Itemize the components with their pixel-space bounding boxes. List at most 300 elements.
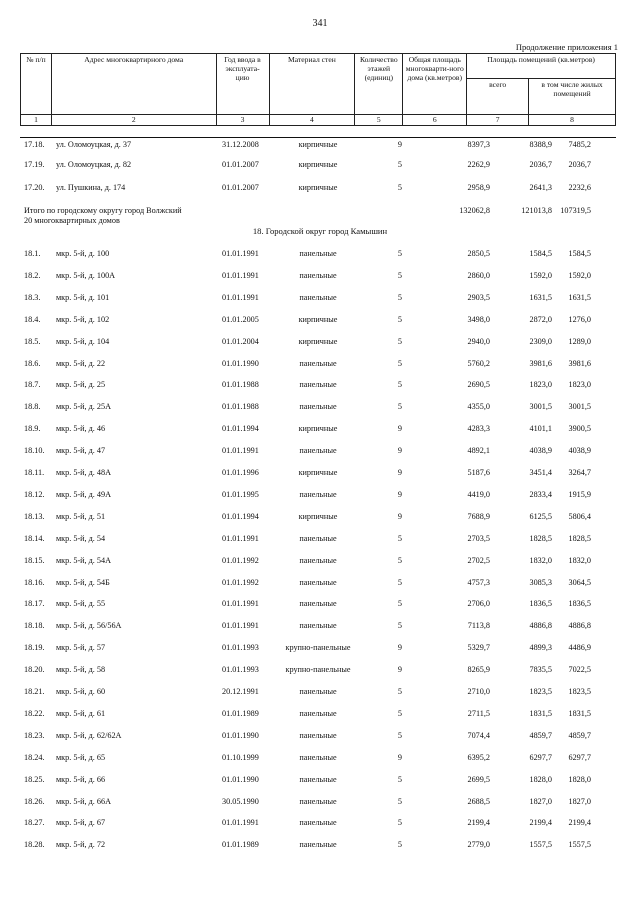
cell-total-area: 2779,0: [467, 840, 490, 849]
cell-floors: 5: [397, 293, 402, 302]
cell-year: 01.01.2005: [222, 315, 259, 324]
cell-year: 01.01.1989: [222, 709, 259, 718]
cell-number: 18.9.: [24, 424, 41, 433]
cell-number: 18.3.: [24, 293, 41, 302]
cell-area-living: 4886,8: [568, 621, 591, 630]
cell-address: мкр. 5-й, д. 67: [56, 818, 106, 827]
cell-material: панельные: [299, 599, 337, 608]
cell-address: мкр. 5-й, д. 54Б: [56, 578, 110, 587]
cell-address: ул. Пушкина, д. 174: [56, 183, 126, 192]
cell-address: мкр. 5-й, д. 102: [56, 315, 110, 324]
cell-area-all: 3001,5: [529, 402, 552, 411]
cell-total-area: 2690,5: [467, 380, 490, 389]
cell-number: 18.10.: [24, 446, 45, 455]
cell-address: мкр. 5-й, д. 25А: [56, 402, 112, 411]
cell-material: панельные: [299, 271, 337, 280]
cell-year: 30.05.1990: [222, 797, 259, 806]
table-row: [0, 533, 640, 545]
cell-floors: 5: [397, 599, 402, 608]
cell-area-living: 3264,7: [568, 468, 591, 477]
cell-area-living: 3981,6: [568, 359, 591, 368]
cell-year: 01.01.1991: [222, 293, 259, 302]
cell-total-area: 2688,5: [467, 797, 490, 806]
cell-material: панельные: [299, 556, 337, 565]
cell-number: 18.23.: [24, 731, 45, 740]
cell-material: панельные: [299, 731, 337, 740]
header-living: в том числе жилых помещений: [529, 79, 616, 115]
header-all: всего: [467, 79, 529, 115]
header-num-7: 7: [467, 115, 529, 126]
cell-year: 01.01.1989: [222, 840, 259, 849]
cell-address: мкр. 5-й, д. 55: [56, 599, 106, 608]
cell-material: крупно-панельные: [285, 643, 351, 652]
cell-year: 01.01.1988: [222, 380, 259, 389]
cell-number: 18.4.: [24, 315, 41, 324]
cell-floors: 5: [397, 840, 402, 849]
cell-area-all: 4038,9: [529, 446, 552, 455]
cell-address: мкр. 5-й, д. 22: [56, 359, 106, 368]
cell-floors: 9: [397, 468, 402, 477]
cell-number: 18.20.: [24, 665, 45, 674]
cell-material: панельные: [299, 818, 337, 827]
cell-material: кирпичные: [298, 468, 338, 477]
cell-address: мкр. 5-й, д. 25: [56, 380, 106, 389]
cell-area-all: 1827,0: [529, 797, 552, 806]
header-bottom-rule: [20, 137, 616, 138]
cell-material: панельные: [299, 359, 337, 368]
cell-area-living: 2199,4: [568, 818, 591, 827]
cell-area-all: 2309,0: [529, 337, 552, 346]
cell-floors: 9: [397, 446, 402, 455]
cell-address: мкр. 5-й, д. 60: [56, 687, 106, 696]
cell-floors: 5: [397, 402, 402, 411]
cell-address: мкр. 5-й, д. 72: [56, 840, 106, 849]
cell-material: панельные: [299, 402, 337, 411]
cell-total-area: 5187,6: [467, 468, 490, 477]
table-row: [0, 555, 640, 567]
cell-total-area: 2199,4: [467, 818, 490, 827]
header-num-4: 4: [269, 115, 355, 126]
table-row: [0, 642, 640, 654]
cell-total-area: 8265,9: [467, 665, 490, 674]
header-num-8: 8: [529, 115, 616, 126]
header-no: № п/п: [21, 54, 52, 115]
cell-area-all: 2641,3: [529, 183, 552, 192]
cell-material: кирпичные: [298, 315, 338, 324]
table-row: [0, 620, 640, 632]
cell-area-living: 3900,5: [568, 424, 591, 433]
cell-floors: 9: [397, 512, 402, 521]
cell-total-area: 4355,0: [467, 402, 490, 411]
cell-total-area: 7113,8: [467, 621, 490, 630]
cell-number: 17.19.: [24, 160, 45, 169]
cell-total-area: 5329,7: [467, 643, 490, 652]
cell-area-all: 1832,0: [529, 556, 552, 565]
cell-area-living: 1831,5: [568, 709, 591, 718]
cell-year: 01.01.1991: [222, 249, 259, 258]
cell-total-area: 5760,2: [467, 359, 490, 368]
cell-year: 01.01.1993: [222, 643, 259, 652]
table-row: [0, 379, 640, 391]
cell-year: 01.01.1992: [222, 578, 259, 587]
table-row: [0, 401, 640, 413]
cell-material: панельные: [299, 797, 337, 806]
cell-area-all: 1584,5: [529, 249, 552, 258]
header-num-3: 3: [216, 115, 269, 126]
cell-floors: 9: [397, 490, 402, 499]
cell-area-living: 4859,7: [568, 731, 591, 740]
cell-area-all: 1557,5: [529, 840, 552, 849]
cell-total-area: 7688,9: [467, 512, 490, 521]
continuation-label: Продолжение приложения 1: [515, 42, 618, 52]
table-row: [0, 423, 640, 435]
cell-area-living: 1832,0: [568, 556, 591, 565]
cell-year: 01.01.1996: [222, 468, 259, 477]
total-label: [24, 206, 182, 226]
cell-floors: 5: [397, 709, 402, 718]
header-num-5: 5: [355, 115, 403, 126]
cell-material: панельные: [299, 775, 337, 784]
cell-year: 01.01.1988: [222, 402, 259, 411]
cell-area-all: 1631,5: [529, 293, 552, 302]
cell-number: 18.5.: [24, 337, 41, 346]
cell-area-living: 1828,0: [568, 775, 591, 784]
table-header: [20, 53, 616, 126]
cell-material: панельные: [299, 709, 337, 718]
cell-number: 18.18.: [24, 621, 45, 630]
cell-number: 18.27.: [24, 818, 45, 827]
cell-total-area: 6395,2: [467, 753, 490, 762]
cell-year: 01.01.1991: [222, 621, 259, 630]
cell-area-all: 1823,0: [529, 380, 552, 389]
cell-area-living: 1276,0: [568, 315, 591, 324]
cell-year: 31.12.2008: [222, 140, 259, 149]
cell-area-living: 3064,5: [568, 578, 591, 587]
cell-material: панельные: [299, 840, 337, 849]
cell-address: мкр. 5-й, д. 57: [56, 643, 106, 652]
cell-total-area: 2860,0: [467, 271, 490, 280]
cell-address: мкр. 5-й, д. 62/62А: [56, 731, 122, 740]
table-row: [0, 511, 640, 523]
cell-address: мкр. 5-й, д. 49А: [56, 490, 112, 499]
table-row: [0, 139, 640, 151]
cell-year: 01.01.1991: [222, 818, 259, 827]
cell-floors: 5: [397, 818, 402, 827]
cell-total-area: 2958,9: [467, 183, 490, 192]
cell-total-area: 2706,0: [467, 599, 490, 608]
cell-material: кирпичные: [298, 160, 338, 169]
cell-area-living: 1631,5: [568, 293, 591, 302]
cell-floors: 9: [397, 643, 402, 652]
cell-floors: 5: [397, 578, 402, 587]
cell-area-living: 1557,5: [568, 840, 591, 849]
cell-floors: 5: [397, 359, 402, 368]
cell-material: панельные: [299, 578, 337, 587]
cell-address: мкр. 5-й, д. 61: [56, 709, 106, 718]
cell-area-living: 1592,0: [568, 271, 591, 280]
cell-area-all: 2199,4: [529, 818, 552, 827]
cell-address: мкр. 5-й, д. 48А: [56, 468, 112, 477]
header-total-area: Общая площадь многокварти-ного дома (кв.метров): [403, 54, 467, 115]
cell-total-area: 2710,0: [467, 687, 490, 696]
cell-area-living: 1828,5: [568, 534, 591, 543]
cell-material: кирпичные: [298, 424, 338, 433]
table-row: [0, 467, 640, 479]
table-row: [0, 489, 640, 501]
cell-floors: 5: [397, 271, 402, 280]
cell-area-all: 2872,0: [529, 315, 552, 324]
cell-year: 01.01.1991: [222, 534, 259, 543]
cell-area-all: 4886,8: [529, 621, 552, 630]
cell-material: панельные: [299, 249, 337, 258]
cell-area-living: 2036,7: [568, 160, 591, 169]
table-row: [0, 445, 640, 457]
table-row: [0, 336, 640, 348]
cell-total-area: 4419,0: [467, 490, 490, 499]
cell-address: ул. Оломоуцкая, д. 82: [56, 160, 132, 169]
cell-area-all: 2833,4: [529, 490, 552, 499]
header-year: Год ввода в эксплуата-цию: [216, 54, 269, 115]
table-row: [0, 358, 640, 370]
cell-area-living: 1836,5: [568, 599, 591, 608]
cell-number: 18.19.: [24, 643, 45, 652]
cell-year: 01.01.1994: [222, 424, 259, 433]
cell-area-all: 4899,3: [529, 643, 552, 652]
header-address: Адрес многоквартирного дома: [51, 54, 216, 115]
cell-area-living: 1915,9: [568, 490, 591, 499]
cell-area-living: 3001,5: [568, 402, 591, 411]
cell-address: мкр. 5-й, д. 54А: [56, 556, 112, 565]
cell-number: 18.2.: [24, 271, 41, 280]
cell-floors: 5: [397, 380, 402, 389]
cell-total-area: 4283,3: [467, 424, 490, 433]
cell-area-living: 7022,5: [568, 665, 591, 674]
table-row: [0, 774, 640, 786]
cell-floors: 9: [397, 665, 402, 674]
table-row: [0, 598, 640, 610]
cell-number: 18.25.: [24, 775, 45, 784]
table-row: [0, 248, 640, 260]
cell-area-living: 1289,0: [568, 337, 591, 346]
table-row: [0, 182, 640, 194]
cell-year: 01.01.1993: [222, 665, 259, 674]
cell-area-living: 1827,0: [568, 797, 591, 806]
total-area-value: 132062,8: [459, 206, 490, 215]
cell-total-area: 4892,1: [467, 446, 490, 455]
table-row: [0, 664, 640, 676]
cell-year: 01.01.2004: [222, 337, 259, 346]
cell-floors: 5: [397, 775, 402, 784]
table-row: [0, 686, 640, 698]
cell-total-area: 2711,5: [467, 709, 490, 718]
total-label-line2: 20 многоквартирных домов: [24, 216, 120, 225]
cell-material: панельные: [299, 753, 337, 762]
cell-area-living: 1823,5: [568, 687, 591, 696]
table-row: [0, 577, 640, 589]
cell-year: 01.01.1990: [222, 775, 259, 784]
cell-year: 01.10.1999: [222, 753, 259, 762]
cell-address: мкр. 5-й, д. 46: [56, 424, 106, 433]
cell-floors: 5: [397, 621, 402, 630]
cell-number: 18.1.: [24, 249, 41, 258]
cell-material: кирпичные: [298, 512, 338, 521]
cell-floors: 5: [397, 534, 402, 543]
cell-number: 18.15.: [24, 556, 45, 565]
cell-total-area: 2703,5: [467, 534, 490, 543]
cell-address: мкр. 5-й, д. 66А: [56, 797, 112, 806]
cell-address: мкр. 5-й, д. 104: [56, 337, 110, 346]
cell-number: 18.21.: [24, 687, 45, 696]
cell-area-living: 4486,9: [568, 643, 591, 652]
cell-number: 18.28.: [24, 840, 45, 849]
table-row: [0, 270, 640, 282]
total-living-value: 107319,5: [560, 206, 591, 215]
cell-floors: 9: [397, 753, 402, 762]
cell-material: кирпичные: [298, 183, 338, 192]
cell-material: панельные: [299, 534, 337, 543]
cell-total-area: 4757,3: [467, 578, 490, 587]
table-row: [0, 817, 640, 829]
cell-year: 01.01.1991: [222, 271, 259, 280]
cell-number: 18.26.: [24, 797, 45, 806]
cell-number: 17.18.: [24, 140, 45, 149]
cell-address: мкр. 5-й, д. 65: [56, 753, 106, 762]
cell-floors: 5: [397, 315, 402, 324]
cell-floors: 5: [397, 797, 402, 806]
cell-total-area: 2699,5: [467, 775, 490, 784]
cell-address: мкр. 5-й, д. 47: [56, 446, 106, 455]
cell-area-all: 7835,5: [529, 665, 552, 674]
cell-floors: 5: [397, 337, 402, 346]
cell-year: 01.01.1994: [222, 512, 259, 521]
table-row: [0, 708, 640, 720]
cell-floors: 5: [397, 556, 402, 565]
section-title: 18. Городской округ город Камышин: [252, 226, 388, 236]
cell-number: 18.17.: [24, 599, 45, 608]
cell-material: панельные: [299, 687, 337, 696]
header-num-6: 6: [403, 115, 467, 126]
header-num-2: 2: [51, 115, 216, 126]
cell-address: мкр. 5-й, д. 54: [56, 534, 106, 543]
cell-material: крупно-панельные: [285, 665, 351, 674]
cell-area-all: 1828,5: [529, 534, 552, 543]
cell-number: 18.24.: [24, 753, 45, 762]
cell-area-living: 6297,7: [568, 753, 591, 762]
cell-number: 18.22.: [24, 709, 45, 718]
cell-area-all: 6297,7: [529, 753, 552, 762]
cell-total-area: 2262,9: [467, 160, 490, 169]
cell-number: 18.7.: [24, 380, 41, 389]
cell-year: 01.01.2007: [222, 160, 259, 169]
page-number: 341: [312, 18, 328, 29]
header-floors: Количество этажей (единиц): [355, 54, 403, 115]
cell-address: мкр. 5-й, д. 101: [56, 293, 110, 302]
cell-area-all: 3981,6: [529, 359, 552, 368]
cell-year: 01.01.2007: [222, 183, 259, 192]
cell-total-area: 2702,5: [467, 556, 490, 565]
cell-area-all: 2036,7: [529, 160, 552, 169]
cell-total-area: 2850,5: [467, 249, 490, 258]
table-row: [0, 796, 640, 808]
cell-area-living: 1823,0: [568, 380, 591, 389]
cell-floors: 5: [397, 687, 402, 696]
cell-floors: 5: [397, 160, 402, 169]
cell-year: 01.01.1990: [222, 731, 259, 740]
cell-area-all: 1823,5: [529, 687, 552, 696]
cell-material: панельные: [299, 293, 337, 302]
cell-material: панельные: [299, 621, 337, 630]
cell-material: панельные: [299, 490, 337, 499]
cell-area-living: 7485,2: [568, 140, 591, 149]
cell-address: мкр. 5-й, д. 56/56А: [56, 621, 122, 630]
cell-floors: 5: [397, 731, 402, 740]
cell-floors: 9: [397, 140, 402, 149]
cell-address: мкр. 5-й, д. 66: [56, 775, 106, 784]
cell-number: 18.16.: [24, 578, 45, 587]
cell-area-all: 4101,1: [529, 424, 552, 433]
cell-year: 01.01.1991: [222, 599, 259, 608]
header-num-1: 1: [21, 115, 52, 126]
cell-material: кирпичные: [298, 140, 338, 149]
cell-address: мкр. 5-й, д. 100: [56, 249, 110, 258]
cell-number: 18.13.: [24, 512, 45, 521]
cell-total-area: 2940,0: [467, 337, 490, 346]
cell-area-all: 1836,5: [529, 599, 552, 608]
cell-year: 01.01.1992: [222, 556, 259, 565]
table-row: [0, 839, 640, 851]
cell-number: 18.11.: [24, 468, 45, 477]
cell-area-living: 4038,9: [568, 446, 591, 455]
cell-number: 18.14.: [24, 534, 45, 543]
cell-address: мкр. 5-й, д. 100А: [56, 271, 116, 280]
cell-area-all: 1828,0: [529, 775, 552, 784]
cell-area-all: 3451,4: [529, 468, 552, 477]
cell-address: мкр. 5-й, д. 51: [56, 512, 106, 521]
cell-area-all: 6125,5: [529, 512, 552, 521]
cell-material: панельные: [299, 380, 337, 389]
cell-floors: 5: [397, 183, 402, 192]
cell-year: 01.01.1990: [222, 359, 259, 368]
cell-floors: 5: [397, 249, 402, 258]
cell-area-all: 8388,9: [529, 140, 552, 149]
cell-number: 17.20.: [24, 183, 45, 192]
cell-area-living: 1584,5: [568, 249, 591, 258]
table-row: [0, 730, 640, 742]
total-label-line1: Итого по городскому округу город Волжский: [24, 206, 182, 215]
cell-material: панельные: [299, 446, 337, 455]
cell-number: 18.12.: [24, 490, 45, 499]
cell-total-area: 8397,3: [467, 140, 490, 149]
cell-floors: 9: [397, 424, 402, 433]
cell-area-living: 5806,4: [568, 512, 591, 521]
cell-address: мкр. 5-й, д. 58: [56, 665, 106, 674]
cell-year: 01.01.1995: [222, 490, 259, 499]
table-row: [0, 752, 640, 764]
cell-address: ул. Оломоуцкая, д. 37: [56, 140, 132, 149]
cell-number: 18.8.: [24, 402, 41, 411]
cell-area-all: 1831,5: [529, 709, 552, 718]
table-row: [0, 292, 640, 304]
cell-area-all: 4859,7: [529, 731, 552, 740]
cell-material: кирпичные: [298, 337, 338, 346]
cell-number: 18.6.: [24, 359, 41, 368]
cell-total-area: 7074,4: [467, 731, 490, 740]
table-row: [0, 159, 640, 171]
header-premises-area: Площадь помещений (кв.метров): [467, 54, 616, 79]
cell-total-area: 3498,0: [467, 315, 490, 324]
cell-year: 20.12.1991: [222, 687, 259, 696]
cell-year: 01.01.1991: [222, 446, 259, 455]
